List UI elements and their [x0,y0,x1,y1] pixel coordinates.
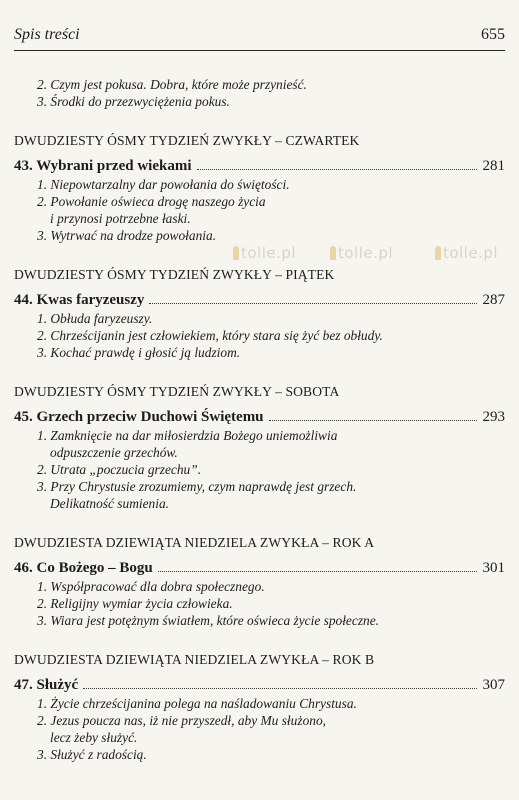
meditation-point: 2. Chrześcijanin jest człowiekiem, który stara się żyć bez obłudy. [37,328,383,343]
entry-points [14,578,505,629]
meditation-point: 2. Jezus poucza nas, iż nie przyszedł, aby Mu służono, [37,713,326,728]
top-points [14,76,505,110]
toc-entry[interactable] [14,290,505,310]
toc-section [14,383,505,512]
meditation-point: 3. Środki do przezwyciężenia pokus. [37,94,230,109]
meditation-point: 3. Przy Chrystusie zrozumiemy, czym naprawdę jest grzech. [37,479,357,494]
entry-points [14,427,505,512]
week-heading: DWUDZIESTY ÓSMY TYDZIEŃ ZWYKŁY – CZWARTEK [14,133,360,148]
entry-page-number: 293 [482,409,505,425]
toc-entry[interactable] [14,558,505,578]
meditation-point-continuation: Delikatność sumienia. [50,496,170,511]
entry-page-number: 301 [482,560,505,576]
page-number: 655 [481,26,505,43]
meditation-point: 1. Zamknięcie na dar miłosierdzia Bożego uniemożliwia [37,428,338,443]
entry-page-number: 281 [482,158,505,174]
meditation-point-continuation: lecz żeby służyć. [50,730,138,745]
watermark-text: tolle.pl [338,244,394,262]
toc-section [14,651,505,763]
entry-page-number: 307 [482,677,505,693]
watermark-text: tolle.pl [241,244,297,262]
entry-title: 47. Służyć [14,677,79,693]
meditation-point: 1. Obłuda faryzeuszy. [37,311,153,326]
entry-points [14,176,505,244]
entry-page-number: 287 [482,292,505,308]
meditation-point: 1. Współpracować dla dobra społecznego. [37,579,265,594]
week-heading: DWUDZIESTA DZIEWIĄTA NIEDZIELA ZWYKŁA – ROK B [14,652,375,667]
meditation-point-continuation: i przynosi potrzebne łaski. [50,211,191,226]
entry-title: 44. Kwas faryzeuszy [14,292,145,308]
meditation-point: 1. Niepowtarzalny dar powołania do świętości. [37,177,290,192]
entry-points [14,695,505,763]
table-of-contents [14,76,505,763]
week-heading: DWUDZIESTA DZIEWIĄTA NIEDZIELA ZWYKŁA – ROK A [14,535,375,550]
entry-title: 46. Co Bożego – Bogu [14,560,153,576]
meditation-point: 3. Kochać prawdę i głosić ją ludziom. [37,345,241,360]
meditation-point: 1. Życie chrześcijanina polega na naśladowaniu Chrystusa. [37,696,357,711]
meditation-point: 3. Służyć z radością. [37,747,147,762]
toc-section [14,266,505,361]
week-heading: DWUDZIESTY ÓSMY TYDZIEŃ ZWYKŁY – PIĄTEK [14,267,335,282]
running-header [14,22,505,51]
dot-leader [158,571,477,572]
meditation-point: 3. Wytrwać na drodze powołania. [37,228,217,243]
toc-section [14,534,505,629]
entry-points [14,310,505,361]
toc-entry[interactable] [14,156,505,176]
dot-leader [83,688,476,689]
toc-section [14,132,505,244]
dot-leader [149,303,476,304]
toc-entry[interactable] [14,407,505,427]
meditation-point-continuation: odpuszczenie grzechów. [50,445,178,460]
entry-title: 43. Wybrani przed wiekami [14,158,192,174]
meditation-point: 2. Religijny wymiar życia człowieka. [37,596,233,611]
entry-title: 45. Grzech przeciw Duchowi Świętemu [14,409,264,425]
week-heading: DWUDZIESTY ÓSMY TYDZIEŃ ZWYKŁY – SOBOTA [14,384,340,399]
meditation-point: 2. Utrata „poczucia grzechu”. [37,462,202,477]
meditation-point: 3. Wiara jest potężnym światłem, które oświeca życie społeczne. [37,613,380,628]
watermark-text: tolle.pl [443,244,499,262]
meditation-point: 2. Powołanie oświeca drogę naszego życia [37,194,266,209]
toc-entry[interactable] [14,675,505,695]
meditation-point: 2. Czym jest pokusa. Dobra, które może przynieść. [37,77,307,92]
running-title: Spis treści [14,26,80,43]
dot-leader [197,169,477,170]
dot-leader [269,420,477,421]
